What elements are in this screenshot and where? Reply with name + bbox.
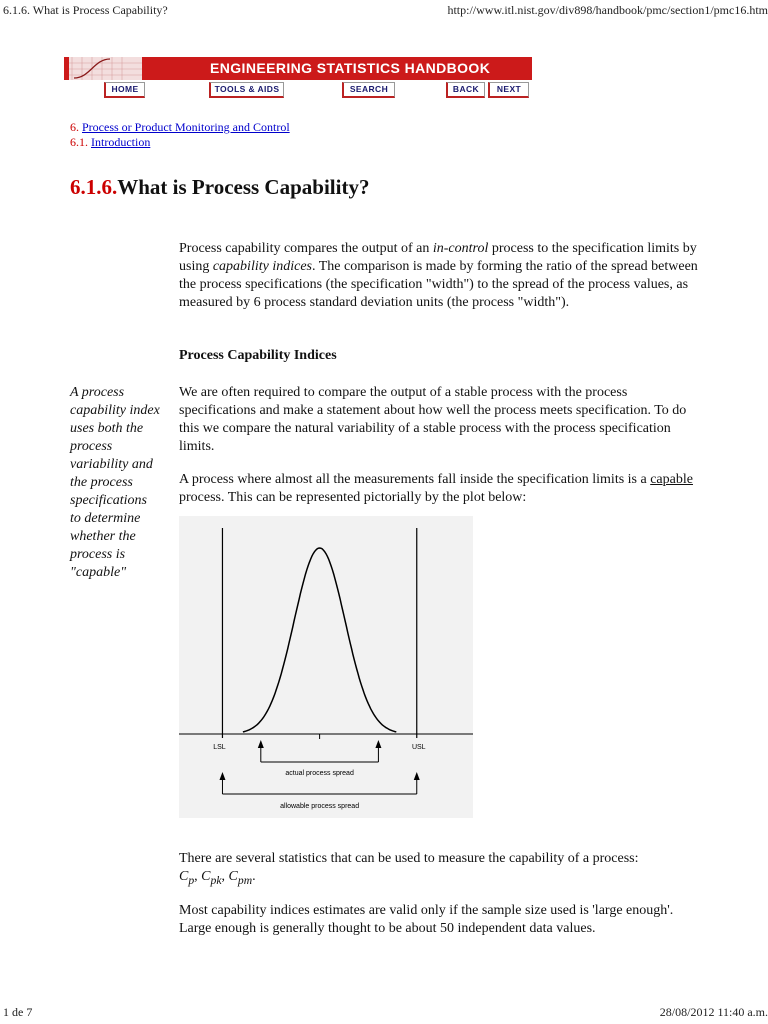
paragraph-stable-process: We are often required to compare the output of a stable process with the process specifications and make a statement about how well the process meets specification. To do this we compare the natural variability of a stable process with the process specification limits.	[179, 385, 687, 454]
nav-bar	[64, 80, 532, 98]
capability-indices-term: capability indices	[212, 259, 312, 274]
handbook-banner	[64, 57, 532, 80]
paragraph-capability-statistics: There are several statistics that can be used to measure the capability of a process: $C_p$, $C_{pk}$, $C_{pm}$.	[179, 851, 639, 887]
tools-aids-button[interactable]: TOOLS & AIDS	[209, 82, 284, 98]
print-url: http://www.itl.nist.gov/div898/handbook/pmc/section1/pmc16.htm	[447, 3, 768, 17]
section-number: 6.1.6.	[70, 175, 118, 199]
cpm-symbol: $C_{pm}$	[228, 869, 253, 887]
breadcrumb-link-process-monitoring[interactable]: Process or Product Monitoring and Control	[82, 120, 290, 134]
banner-title: ENGINEERING STATISTICS HANDBOOK	[210, 60, 491, 76]
breadcrumb	[70, 120, 290, 150]
print-header	[0, 2, 768, 18]
allowable-spread-label: allowable process spread	[280, 803, 360, 810]
section-heading: Process Capability Indices	[179, 348, 337, 363]
breadcrumb-num: 6.1.	[70, 135, 88, 149]
print-page-title: 6.1.6. What is Process Capability?	[3, 3, 168, 17]
capability-plot	[179, 516, 473, 818]
capable-link[interactable]: capable	[650, 472, 693, 487]
home-button[interactable]: HOME	[104, 82, 145, 98]
lsl-label: LSL	[213, 744, 226, 751]
paragraph-sample-size: Most capability indices estimates are valid only if the sample size used is 'large enough'. Large enough is generally thought to be about 50 independent data values.	[179, 903, 674, 936]
page-title-text: What is Process Capability?	[117, 175, 370, 199]
actual-spread-label: actual process spread	[285, 770, 354, 777]
paragraph-capable-process: A process where almost all the measurements fall inside the specification limits is a capable process. This can be represented pictorially by the plot below:	[179, 472, 693, 505]
search-button[interactable]: SEARCH	[342, 82, 395, 98]
usl-label: USL	[411, 744, 426, 751]
print-datetime: 28/08/2012 11:40 a.m.	[659, 1005, 768, 1019]
breadcrumb-num: 6.	[70, 120, 79, 134]
capability-plot-svg	[179, 516, 473, 818]
breadcrumb-link-introduction[interactable]: Introduction	[91, 135, 151, 149]
next-button[interactable]: NEXT	[488, 82, 529, 98]
cpk-symbol: $C_{pk}$	[201, 869, 222, 887]
in-control-term: in-control	[432, 241, 489, 256]
back-button[interactable]: BACK	[446, 82, 485, 98]
page-count: 1 de 7	[3, 1005, 33, 1019]
cp-symbol: $C_p$	[179, 869, 195, 887]
logo-graph-icon	[64, 57, 142, 80]
intro-paragraph: Process capability compares the output of an in-control process to the specification limits by using capability indices. The comparison is made by forming the ratio of the spread between the process specifications (the specification "width") to the spread of the process values, as measured by 6 process standard deviation units (the process "width").	[179, 241, 698, 310]
print-footer	[0, 1004, 768, 1020]
page-title	[70, 172, 369, 202]
sidebar-note: A process capability index uses both the process variability and the process specifications to determine whether the process is "capable"	[70, 385, 160, 580]
